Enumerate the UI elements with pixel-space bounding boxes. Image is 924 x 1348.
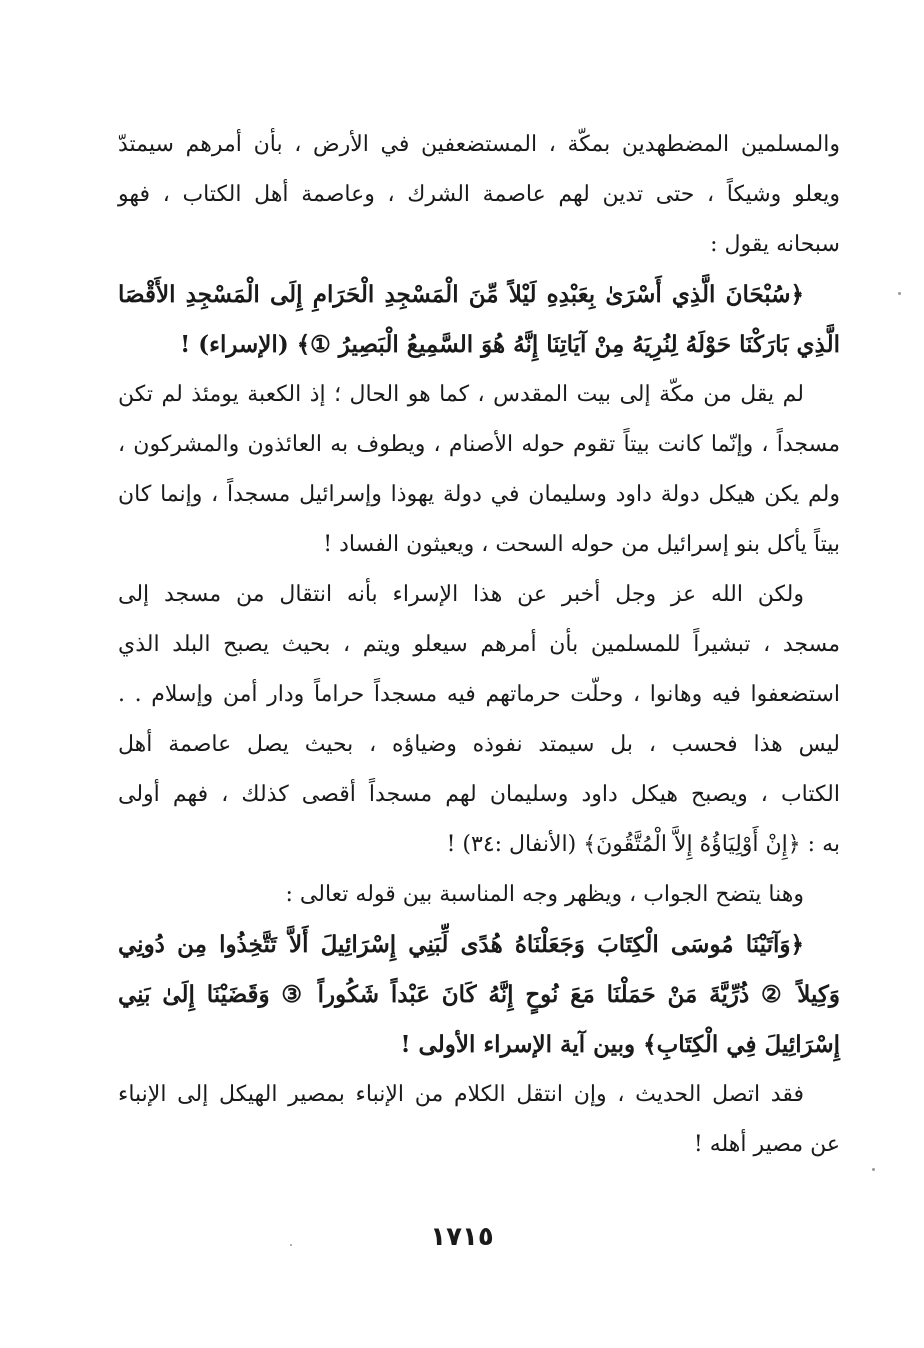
- page-number: ١٧١٥: [430, 1222, 494, 1252]
- text-line: ولم يكن هيكل دولة داود وسليمان في دولة يهوذا وإسرائيل مسجداً ، وإنما كان: [118, 482, 840, 507]
- quran-verse-line: إِسْرَائِيلَ فِي الْكِتَابِ﴾ وبين آية الإسراء الأولى !: [400, 1031, 840, 1058]
- text-line: سبحانه يقول :: [710, 232, 840, 257]
- text-line: ويعلو وشيكاً ، حتى تدين لهم عاصمة الشرك ، وعاصمة أهل الكتاب ، فهو: [118, 182, 840, 207]
- quran-verse-line: ﴿سُبْحَانَ الَّذِي أَسْرَىٰ بِعَبْدِهِ لَيْلاً مِّنَ الْمَسْجِدِ الْحَرَامِ إِلَى الْمَسْجِدِ الأَقْصَا: [118, 281, 804, 308]
- scan-speck: [290, 1244, 292, 1246]
- text-line: استضعفوا فيه وهانوا ، وحلّت حرماتهم فيه مسجداً حراماً ودار أمن وإسلام . .: [118, 682, 840, 707]
- page-body-text: [118, 120, 840, 1170]
- text-line: وهنا يتضح الجواب ، ويظهر وجه المناسبة بين قوله تعالى :: [285, 882, 804, 907]
- text-line: ولكن الله عز وجل أخبر عن هذا الإسراء بأنه انتقال من مسجد إلى: [118, 582, 804, 607]
- quran-verse-line: ﴿وَآتَيْنَا مُوسَى الْكِتَابَ وَجَعَلْنَاهُ هُدًى لِّبَنِي إِسْرَائِيلَ أَلاَّ تَتَّخِذُوا مِن دُونِي: [118, 931, 804, 958]
- scan-speck: [898, 292, 901, 295]
- text-line: والمسلمين المضطهدين بمكّة ، المستضعفين في الأرض ، بأن أمرهم سيمتدّ: [118, 132, 840, 157]
- scan-speck: [872, 1168, 875, 1171]
- text-line: مسجد ، تبشيراً للمسلمين بأن أمرهم سيعلو ويتم ، بحيث يصبح البلد الذي: [118, 632, 840, 657]
- text-line: مسجداً ، وإنّما كانت بيتاً تقوم حوله الأصنام ، ويطوف به العائذون والمشركون ،: [118, 432, 840, 457]
- text-line: فقد اتصل الحديث ، وإن انتقل الكلام من الإنباء بمصير الهيكل إلى الإنباء: [118, 1082, 804, 1107]
- text-line: به : ﴿إِنْ أَوْلِيَاؤُهُ إِلاَّ الْمُتَّقُونَ﴾ (الأنفال :٣٤) !: [446, 832, 840, 857]
- text-line: بيتاً يأكل بنو إسرائيل من حوله السحت ، ويعيثون الفساد !: [323, 532, 840, 557]
- text-line: عن مصير أهله !: [693, 1132, 840, 1157]
- text-line: الكتاب ، ويصبح هيكل داود وسليمان لهم مسجداً أقصى كذلك ، فهم أولى: [118, 782, 840, 807]
- text-line: لم يقل من مكّة إلى بيت المقدس ، كما هو الحال ؛ إذ الكعبة يومئذ لم تكن: [118, 382, 804, 407]
- quran-verse-line: وَكِيلاً ② ذُرِّيَّةَ مَنْ حَمَلْنَا مَعَ نُوحٍ إِنَّهُ كَانَ عَبْداً شَكُوراً ③ وَقَضَيْنَا إِلَىٰ بَنِي: [118, 981, 840, 1008]
- text-line: ليس هذا فحسب ، بل سيمتد نفوذه وضياؤه ، بحيث يصل عاصمة أهل: [118, 732, 840, 757]
- quran-verse-line: الَّذِي بَارَكْنَا حَوْلَهُ لِنُرِيَهُ مِنْ آيَاتِنَا إِنَّهُ هُوَ السَّمِيعُ الْبَصِيرُ ①﴾ (الإسراء) !: [180, 331, 840, 358]
